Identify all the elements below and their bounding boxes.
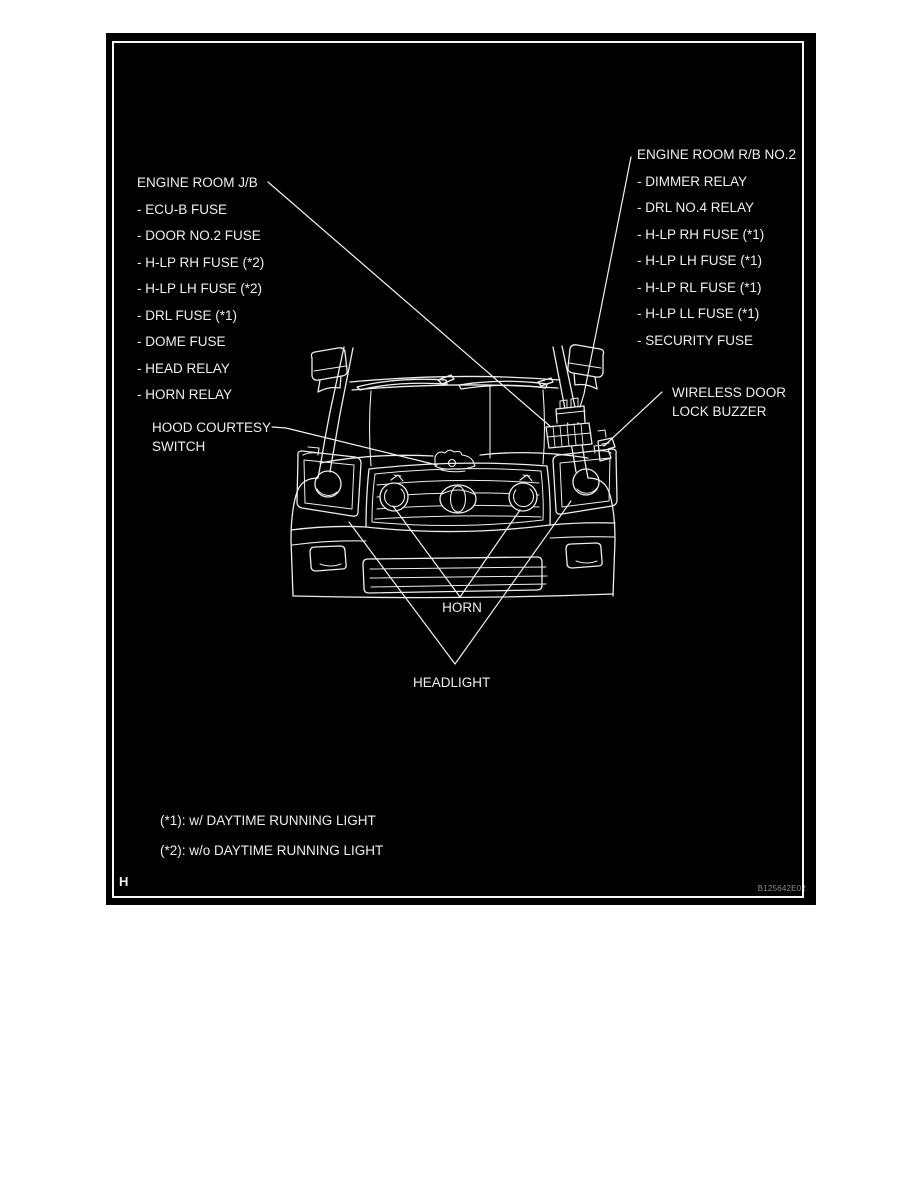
diagram-panel [106,33,816,905]
jb-list-item: - ECU-B FUSE [137,201,228,217]
toyota-emblem [440,485,476,513]
rb2-list-item: - SECURITY FUSE [637,332,754,348]
engine-room-rb2-leader [580,157,631,407]
engine-room-jb-callout [137,176,264,402]
horn-label: HORN [442,600,482,615]
left-headlight [297,447,361,516]
horn-leader [393,506,520,597]
hood-creases [370,385,545,466]
bumper [291,523,615,598]
rb2-list-item: - H-LP LL FUSE (*1) [637,306,760,321]
rb2-list-item: - DRL NO.4 RELAY [637,200,755,215]
hood-courtesy-switch-label: HOOD COURTESY SWITCH [152,420,271,454]
car-line-art [291,345,617,598]
jb-list-item: - H-LP RH FUSE (*2) [137,254,265,270]
engine-room-rb2-title: ENGINE ROOM R/B NO.2 [637,147,797,162]
jb-list-item: - H-LP LH FUSE (*2) [137,281,263,296]
engine-room-jb-leader [268,182,551,427]
engine-room-jb-title: ENGINE ROOM J/B [137,175,258,190]
right-headlight [553,445,617,514]
jb-list-item: - HEAD RELAY [137,360,230,376]
rb2-list-item: - H-LP RH FUSE (*1) [637,226,765,242]
footnote-daytime-running-light: (*1): w/ DAYTIME RUNNING LIGHT [160,813,376,828]
hood-switch-leader [272,427,437,465]
jb-list-item: - DOOR NO.2 FUSE [137,228,261,243]
rb2-list-item: - DIMMER RELAY [637,173,748,189]
engine-room-rb2-callout [637,148,796,348]
figure-code: B125642E02 [757,884,806,893]
engine-room-rb2-box [546,398,592,448]
lower-grille [363,557,547,593]
jb-list-item: - DRL FUSE (*1) [137,307,238,323]
page-letter: H [119,874,129,889]
cowl [350,376,560,390]
footnote-without-daytime-running-light: (*2): w/o DAYTIME RUNNING LIGHT [160,843,384,858]
jb-list-item: - DOME FUSE [137,334,226,349]
rb2-list-item: - H-LP RL FUSE (*1) [637,279,762,295]
jb-list-item: - HORN RELAY [137,387,233,402]
leader-lines [268,157,662,664]
headlight-label: HEADLIGHT [413,675,491,690]
wireless-door-lock-buzzer-label: WIRELESS DOOR LOCK BUZZER [672,385,787,419]
rb2-list-item: - H-LP LH FUSE (*1) [637,253,763,268]
buzzer-leader [604,392,662,446]
